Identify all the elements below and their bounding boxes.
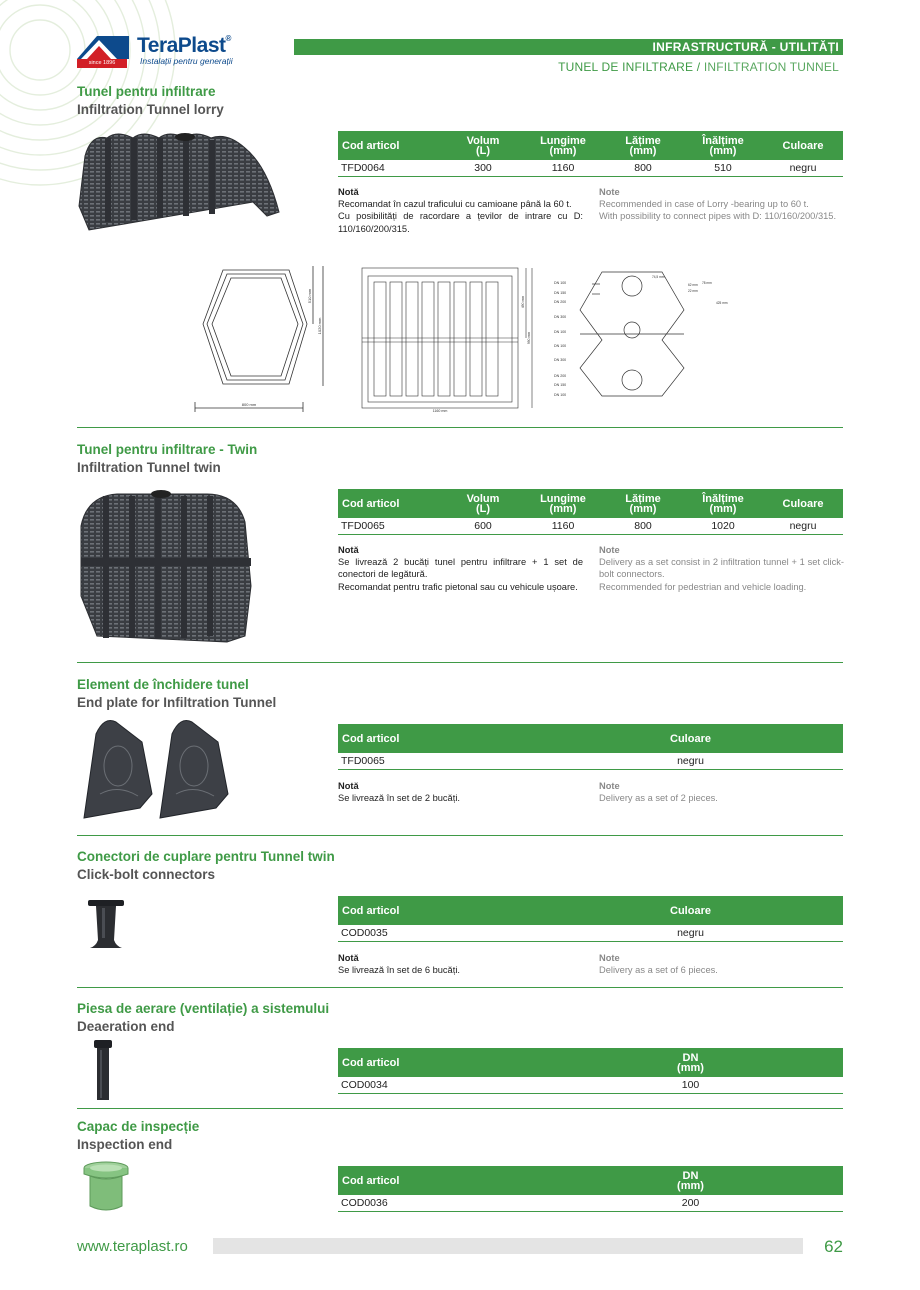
svg-text:510 mm: 510 mm bbox=[307, 288, 312, 304]
section-title: Capac de inspecție bbox=[77, 1119, 200, 1134]
table-row bbox=[338, 925, 843, 941]
table-row bbox=[338, 753, 843, 769]
col-inaltime: Înălțime (mm) bbox=[683, 489, 763, 518]
cell-dn: 100 bbox=[538, 1077, 843, 1093]
section-divider bbox=[77, 835, 843, 836]
col-cod-articol: Cod articol bbox=[338, 131, 443, 160]
svg-text:DN 300: DN 300 bbox=[554, 358, 567, 362]
logo-brand: TeraPlast® bbox=[137, 34, 231, 57]
section-divider bbox=[77, 662, 843, 663]
col-cod-articol: Cod articol bbox=[338, 489, 443, 518]
svg-text:74,5 mm: 74,5 mm bbox=[652, 275, 665, 279]
col-culoare: Culoare bbox=[538, 896, 843, 925]
cell-volum: 300 bbox=[443, 160, 523, 176]
side-view-drawing bbox=[356, 262, 536, 414]
table-row bbox=[338, 518, 843, 534]
note-ro: Notă Recomandat în cazul traficului cu camioane până la 60 t. Cu posibilități de racordare a țevilor de intrare cu D: 110/160/200/315. bbox=[338, 187, 583, 234]
section-title: Element de închidere tunel bbox=[77, 677, 249, 692]
svg-text:62 mm: 62 mm bbox=[688, 283, 698, 287]
svg-text:490 mm: 490 mm bbox=[521, 295, 525, 309]
footer-url-link[interactable]: www.teraplast.ro bbox=[77, 1238, 188, 1255]
col-dn: DN (mm) bbox=[538, 1166, 843, 1195]
svg-text:990 mm: 990 mm bbox=[527, 331, 531, 345]
svg-text:DN 150: DN 150 bbox=[554, 383, 567, 387]
cell-culoare: negru bbox=[538, 925, 843, 941]
spec-table bbox=[338, 489, 843, 535]
section-subtitle: Infiltration Tunnel twin bbox=[77, 460, 221, 475]
section-divider bbox=[77, 427, 843, 428]
svg-text:DN 100: DN 100 bbox=[554, 281, 567, 285]
footer-bar bbox=[213, 1238, 803, 1254]
section-subtitle: Click-bolt connectors bbox=[77, 867, 216, 882]
cell-cod: TFD0064 bbox=[338, 160, 443, 176]
note-en: Note Delivery as a set consist in 2 infiltration tunnel + 1 set click-bolt connectors. Recommended for pedestrian and vehicle loading. bbox=[599, 545, 844, 592]
cell-culoare: negru bbox=[763, 160, 843, 176]
cell-culoare: negru bbox=[538, 753, 843, 769]
svg-text:800 mm: 800 mm bbox=[241, 402, 257, 407]
tunnel-lorry-image bbox=[77, 126, 283, 234]
col-culoare: Culoare bbox=[763, 489, 843, 518]
table-row bbox=[338, 1077, 843, 1093]
cell-cod: TFD0065 bbox=[338, 753, 538, 769]
spec-table bbox=[338, 896, 843, 942]
cell-inaltime: 1020 bbox=[683, 518, 763, 534]
svg-text:22 mm: 22 mm bbox=[688, 289, 698, 293]
section-subtitle: Inspection end bbox=[77, 1137, 173, 1152]
note-en: Note Delivery as a set of 2 pieces. bbox=[599, 781, 718, 804]
tunnel-twin-image bbox=[77, 486, 255, 646]
section-title: Tunel pentru infiltrare - Twin bbox=[77, 442, 258, 457]
cell-cod: COD0036 bbox=[338, 1195, 538, 1211]
cell-lungime: 1160 bbox=[523, 160, 603, 176]
cell-inaltime: 510 bbox=[683, 160, 763, 176]
inspection-end-image bbox=[82, 1160, 130, 1214]
category-bar: INFRASTRUCTURĂ - UTILITĂȚI bbox=[294, 39, 843, 55]
svg-text:1020 mm: 1020 mm bbox=[317, 317, 322, 335]
svg-text:DN 150: DN 150 bbox=[554, 291, 567, 295]
cell-cod: COD0035 bbox=[338, 925, 538, 941]
svg-text:DN 200: DN 200 bbox=[554, 374, 567, 378]
col-volum: Volum (L) bbox=[443, 131, 523, 160]
click-bolt-connector-image bbox=[86, 898, 126, 950]
col-cod-articol: Cod articol bbox=[338, 724, 538, 753]
col-cod-articol: Cod articol bbox=[338, 1048, 538, 1077]
svg-text:DN 100: DN 100 bbox=[554, 393, 567, 397]
table-row bbox=[338, 1195, 843, 1211]
logo-since: since 1896 bbox=[77, 59, 127, 68]
section-title: Tunel pentru infiltrare bbox=[77, 84, 216, 99]
section-divider bbox=[77, 987, 843, 988]
col-lungime: Lungime (mm) bbox=[523, 131, 603, 160]
spec-table bbox=[338, 1166, 843, 1212]
cell-cod: COD0034 bbox=[338, 1077, 538, 1093]
spec-table bbox=[338, 1048, 843, 1094]
col-lungime: Lungime (mm) bbox=[523, 489, 603, 518]
col-cod-articol: Cod articol bbox=[338, 1166, 538, 1195]
pipe-connection-drawing bbox=[552, 264, 728, 404]
spec-table bbox=[338, 724, 843, 770]
section-subtitle: Infiltration Tunnel lorry bbox=[77, 102, 224, 117]
cell-volum: 600 bbox=[443, 518, 523, 534]
section-divider bbox=[77, 1108, 843, 1109]
cell-latime: 800 bbox=[603, 160, 683, 176]
section-title: Piesa de aerare (ventilație) a sistemului bbox=[77, 1001, 330, 1016]
teraplast-logo[interactable] bbox=[77, 34, 242, 68]
note-ro: Notă Se livrează în set de 2 bucăți. bbox=[338, 781, 460, 804]
page-number: 62 bbox=[824, 1237, 843, 1256]
svg-text:425 mm: 425 mm bbox=[716, 301, 728, 305]
col-cod-articol: Cod articol bbox=[338, 896, 538, 925]
cell-lungime: 1160 bbox=[523, 518, 603, 534]
col-dn: DN (mm) bbox=[538, 1048, 843, 1077]
front-view-drawing bbox=[195, 262, 330, 414]
spec-table bbox=[338, 131, 843, 177]
note-en: Note Delivery as a set of 6 pieces. bbox=[599, 953, 718, 976]
svg-text:DN 300: DN 300 bbox=[554, 315, 567, 319]
svg-text:DN 100: DN 100 bbox=[554, 344, 567, 348]
note-en: Note Recommended in case of Lorry -bearing up to 60 t. With possibility to connect pipes with D: 110/160/200/315. bbox=[599, 187, 837, 222]
end-plate-image bbox=[80, 714, 240, 822]
table-row bbox=[338, 160, 843, 176]
note-ro: Notă Se livrează în set de 6 bucăți. bbox=[338, 953, 460, 976]
deaeration-end-image bbox=[92, 1038, 114, 1102]
cell-culoare: negru bbox=[763, 518, 843, 534]
section-subtitle: Deaeration end bbox=[77, 1019, 175, 1034]
svg-text:DN 200: DN 200 bbox=[554, 300, 567, 304]
col-culoare: Culoare bbox=[763, 131, 843, 160]
page-subheader: TUNEL DE INFILTRARE / INFILTRATION TUNNEL bbox=[558, 60, 839, 74]
svg-text:78 mm: 78 mm bbox=[702, 281, 712, 285]
section-title: Conectori de cuplare pentru Tunnel twin bbox=[77, 849, 335, 864]
logo-tagline: Instalații pentru generații bbox=[140, 56, 233, 66]
cell-cod: TFD0065 bbox=[338, 518, 443, 534]
col-inaltime: Înălțime (mm) bbox=[683, 131, 763, 160]
col-latime: Lățime (mm) bbox=[603, 489, 683, 518]
note-ro: Notă Se livrează 2 bucăți tunel pentru infiltrare + 1 set de conectori de legătură. Recomandat pentru trafic pietonal sau cu vehicule ușoare. bbox=[338, 545, 583, 592]
cell-dn: 200 bbox=[538, 1195, 843, 1211]
section-subtitle: End plate for Infiltration Tunnel bbox=[77, 695, 277, 710]
cell-latime: 800 bbox=[603, 518, 683, 534]
col-volum: Volum (L) bbox=[443, 489, 523, 518]
svg-text:1160 mm: 1160 mm bbox=[432, 409, 448, 413]
svg-text:DN 100: DN 100 bbox=[554, 330, 567, 334]
col-latime: Lățime (mm) bbox=[603, 131, 683, 160]
col-culoare: Culoare bbox=[538, 724, 843, 753]
